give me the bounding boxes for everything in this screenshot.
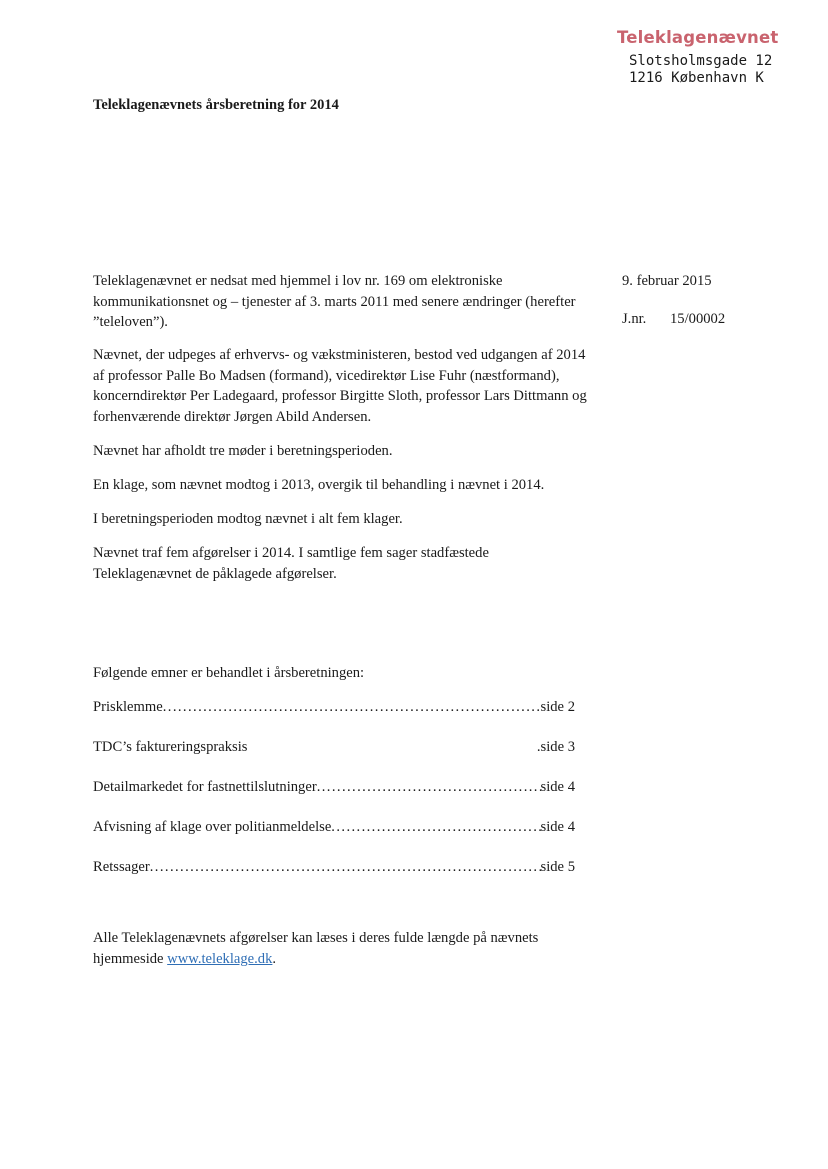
toc-item-label: Afvisning af klage over politianmeldelse [93,819,332,835]
paragraph-decisions: Nævnet traf fem afgørelser i 2014. I samtlige fem sager stadfæstede Teleklagenævnet de påklagede afgørelser. [93,545,489,582]
toc-item-label: Retssager [93,859,150,875]
toc-leader [163,699,541,716]
toc-item-label: TDC’s faktureringspraksis [93,739,248,755]
toc-item [93,859,575,876]
toc-item [93,699,575,716]
paragraph-carried-over: En klage, som nævnet modtog i 2013, overgik til behandling i nævnet i 2014. [93,477,545,493]
paragraph-legal-basis: Teleklagenævnet er nedsat med hjemmel i lov nr. 169 om elektroniske kommunikationsnet og – tjenester af 3. marts 2011 med senere ændringer (herefter ”teleloven”). [93,273,576,330]
toc-item [93,739,575,756]
paragraph-complaints-received: I beretningsperioden modtog nævnet i alt fem klager. [93,511,403,527]
paragraph-meetings: Nævnet har afholdt tre møder i beretningsperioden. [93,443,393,459]
website-link[interactable]: www.teleklage.dk [167,951,273,967]
toc-item-label: Detailmarkedet for fastnettilslutninger [93,779,317,795]
letterhead-city: 1216 København K [629,70,764,86]
toc-leader [317,779,541,796]
letterhead-org-name: Teleklagenævnet [617,28,779,47]
toc-item-page: side 4 [540,779,575,795]
toc-item-page: side 5 [540,859,575,875]
toc-item [93,779,575,796]
footer-note [93,928,598,970]
toc-leader [150,859,541,876]
toc-heading: Følgende emner er behandlet i årsberetningen: [93,665,365,681]
toc-item-page: .side 3 [536,739,575,755]
toc-leader [331,819,540,836]
toc-item-page: side 2 [540,699,575,715]
toc-item-page: side 4 [540,819,575,835]
toc-item-label: Prisklemme [93,699,163,715]
document-title: Teleklagenævnets årsberetning for 2014 [93,97,339,113]
footer-text: Alle Teleklagenævnets afgørelser kan læses i deres fulde længde på nævnets hjemmeside [93,930,539,967]
toc-item [93,819,575,836]
jnr-label: J.nr. [622,311,647,327]
paragraph-members: Nævnet, der udpeges af erhvervs- og vækstministeren, bestod ved udgangen af 2014 af professor Palle Bo Madsen (formand), vicedirektør Lise Fuhr (næstformand), koncerndirektør Per Ladegaard, professor Birgitte Sloth, professor Lars Dittmann og forhenværende direktør Jørgen Abild Andersen. [93,347,587,425]
letterhead-street: Slotsholmsgade 12 [629,53,773,69]
footer-trailing: . [272,951,277,967]
document-date: 9. februar 2015 [622,273,712,289]
jnr-value: 15/00002 [670,311,726,327]
